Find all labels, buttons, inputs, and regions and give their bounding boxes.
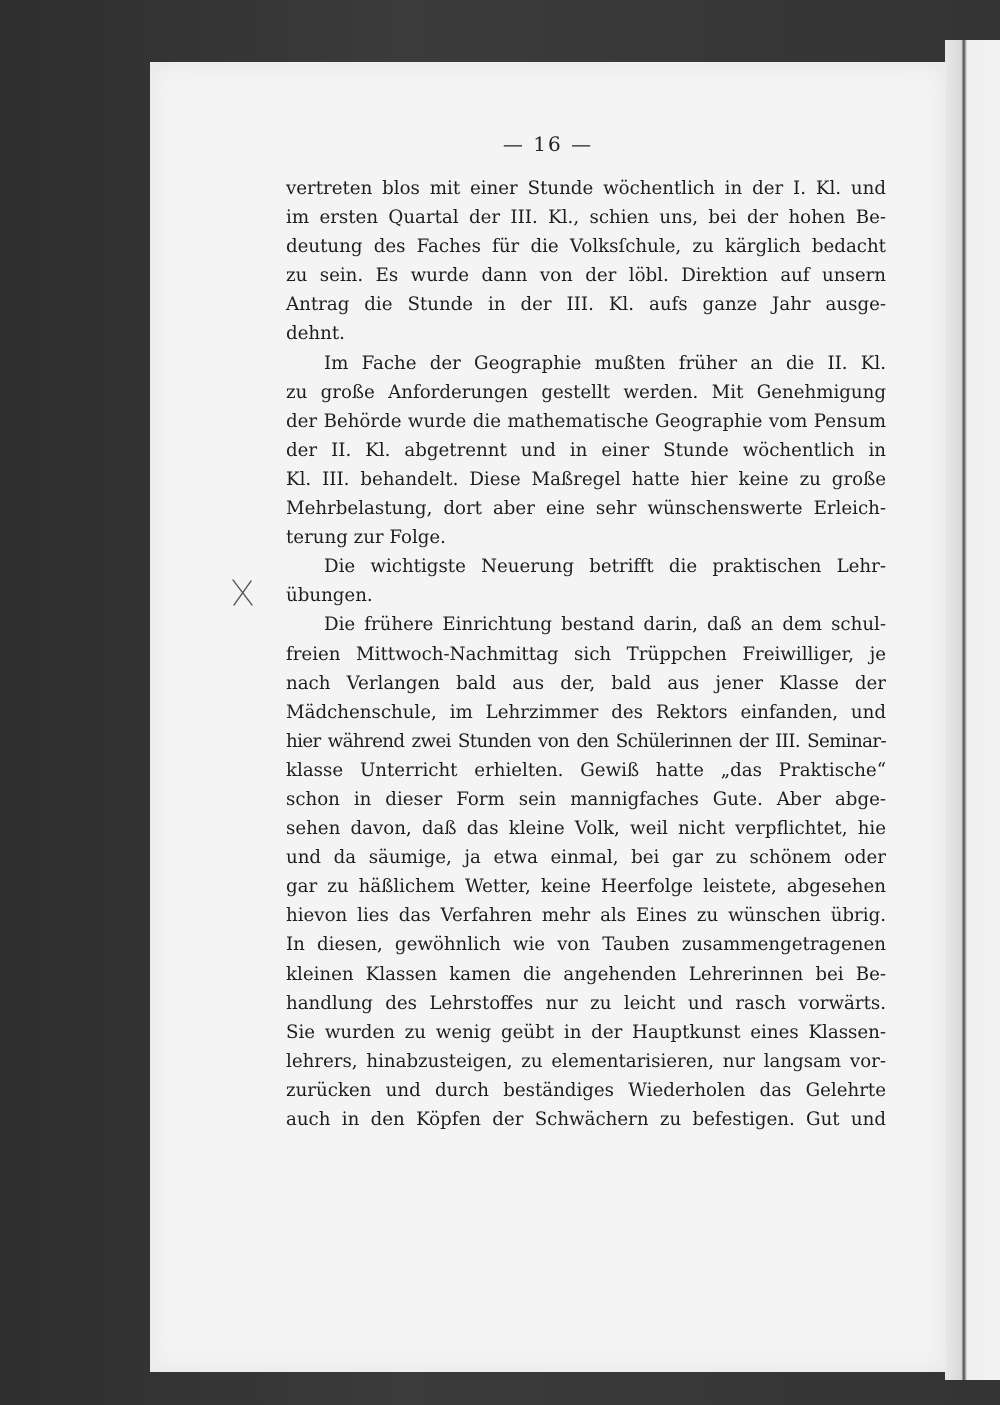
text-line: im ersten Quartal der III. Kl., schien uns, bei der hohen Be-	[286, 207, 886, 229]
text-line: zurücken und durch beständiges Wiederholen das Gelehrte	[286, 1079, 886, 1101]
page-number: — 16 —	[502, 132, 594, 156]
text-line: dehnt.	[286, 323, 345, 345]
text-line: deutung des Faches für die Volksſchule, zu kärglich bedacht	[286, 236, 886, 258]
text-line: freien Mittwoch-Nachmittag sich Trüppchen Freiwilliger, je	[286, 643, 886, 665]
text-line: Die wichtigste Neuerung betrifft die praktischen Lehr-	[324, 556, 886, 578]
text-line: Antrag die Stunde in der III. Kl. aufs ganze Jahr ausge-	[286, 294, 886, 316]
text-line: Mehrbelastung, dort aber eine sehr wünschenswerte Erleich-	[286, 498, 886, 520]
text-line: vertreten blos mit einer Stunde wöchentlich in der I. Kl. und	[286, 178, 886, 199]
text-line: der Behörde wurde die mathematische Geographie vom Pensum	[286, 410, 886, 432]
text-line: gar zu häßlichem Wetter, keine Heerfolge leistete, abgesehen	[286, 876, 886, 898]
text-line: Die frühere Einrichtung bestand darin, daß an dem schul-	[324, 614, 886, 636]
text-line: klasse Unterricht erhielten. Gewiß hatte „das Praktische“	[286, 759, 886, 781]
pencil-x-mark-icon	[230, 578, 256, 608]
text-line: und da säumige, ja etwa einmal, bei gar zu schönem oder	[286, 847, 886, 869]
book-page	[150, 62, 946, 1372]
text-line: hievon lies das Verfahren mehr als Eines zu wünschen übrig.	[286, 905, 886, 927]
text-line: nach Verlangen bald aus der, bald aus jener Klasse der	[286, 672, 886, 694]
text-line: Im Fache der Geographie mußten früher an die II. Kl.	[324, 352, 886, 374]
text-line: handlung des Lehrstoffes nur zu leicht und rasch vorwärts.	[286, 992, 886, 1014]
text-line: der II. Kl. abgetrennt und in einer Stunde wöchentlich in	[286, 439, 886, 461]
text-line: schon in dieser Form sein mannigfaches Gute. Aber abge-	[286, 788, 886, 810]
text-line: terung zur Folge.	[286, 527, 446, 549]
text-line: zu große Anforderungen gestellt werden. Mit Genehmigung	[286, 381, 886, 403]
text-line: auch in den Köpfen der Schwächern zu befestigen. Gut und	[286, 1109, 886, 1130]
text-line: In diesen, gewöhnlich wie von Tauben zusammengetragenen	[286, 934, 886, 956]
text-line: zu sein. Es wurde dann von der löbl. Direktion auf unsern	[286, 265, 886, 287]
text-line: Sie wurden zu wenig geübt in der Hauptkunst eines Klassen-	[286, 1021, 886, 1043]
text-line: hier während zwei Stunden von den Schülerinnen der III. Seminar-	[286, 730, 886, 752]
text-line: sehen davon, daß das kleine Volk, weil nicht verpflichtet, hie	[286, 818, 886, 840]
page-body-text	[286, 174, 886, 1134]
text-line: Mädchenschule, im Lehrzimmer des Rektors einfanden, und	[286, 701, 886, 723]
text-line: übungen.	[286, 585, 373, 607]
adjacent-page-edge	[945, 40, 1000, 1380]
text-line: Kl. III. behandelt. Diese Maßregel hatte hier keine zu große	[286, 468, 886, 490]
text-line: kleinen Klassen kamen die angehenden Lehrerinnen bei Be-	[286, 963, 886, 985]
text-line: lehrers, hinabzusteigen, zu elementarisieren, nur langsam vor-	[286, 1050, 886, 1072]
